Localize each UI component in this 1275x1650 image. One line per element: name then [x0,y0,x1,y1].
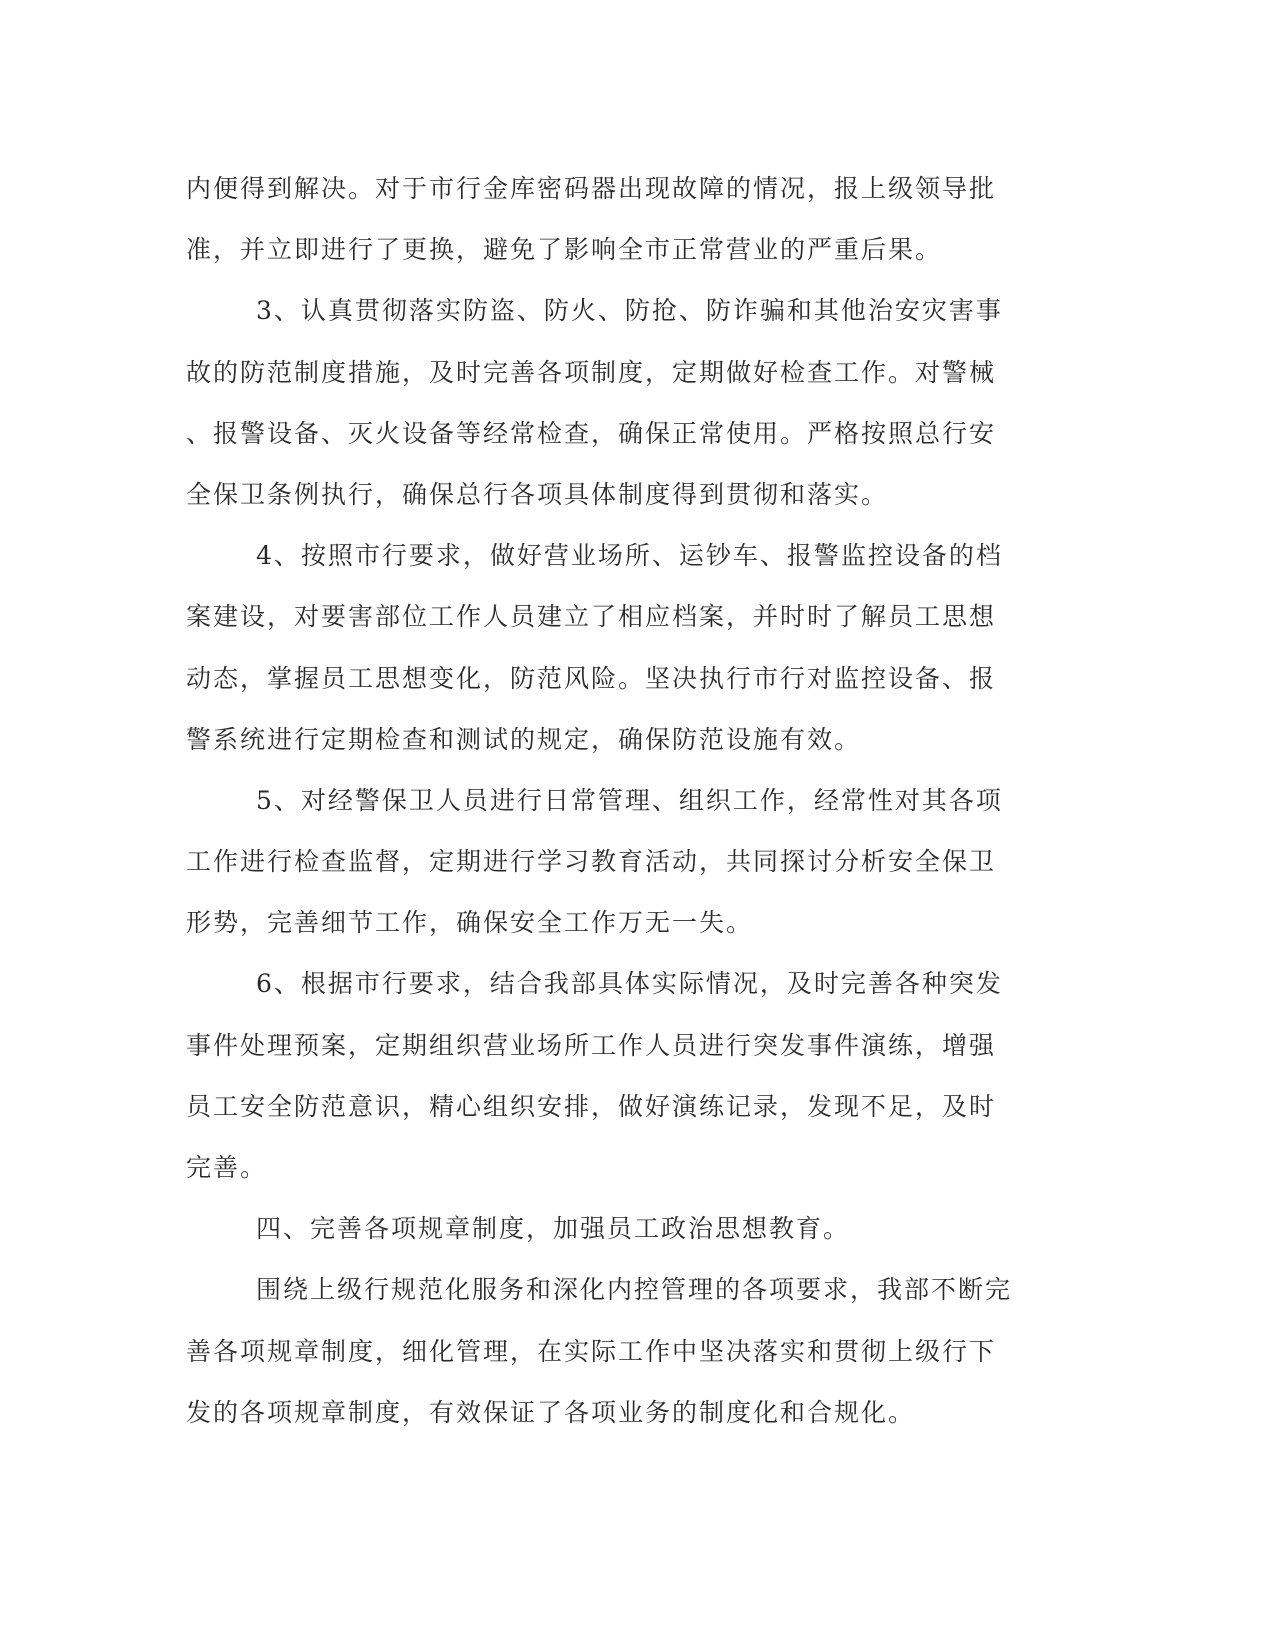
document-body [186,158,1046,1443]
text-line: 、报警设备、灭火设备等经常检查，确保正常使用。严格按照总行安 [186,418,997,448]
text-line: 形势，完善细节工作，确保安全工作万无一失。 [186,908,754,938]
text-line: 员工安全防范意识，精心组织安排，做好演练记录，发现不足，及时 [186,1091,997,1121]
text-line: 警系统进行定期检查和测试的规定，确保防范设施有效。 [186,724,862,754]
paragraph-start-line: 围绕上级行规范化服务和深化内控管理的各项要求，我部不断完 [256,1275,1013,1305]
text-line: 案建设，对要害部位工作人员建立了相应档案，并时时了解员工思想 [186,602,997,632]
text-line: 准，并立即进行了更换，避免了影响全市正常营业的严重后果。 [186,235,943,265]
section-heading: 四、完善各项规章制度，加强员工政治思想教育。 [256,1214,851,1244]
text-line: 内便得到解决。对于市行金库密码器出现故障的情况，报上级领导批 [186,174,997,203]
paragraph-start-line: 3、认真贯彻落实防盗、防火、防抢、防诈骗和其他治安灾害事 [256,296,1003,326]
text-line: 事件处理预案，定期组织营业场所工作人员进行突发事件演练，增强 [186,1030,997,1060]
text-line: 善各项规章制度，细化管理，在实际工作中坚决落实和贯彻上级行下 [186,1336,997,1366]
text-line: 工作进行检查监督，定期进行学习教育活动，共同探讨分析安全保卫 [186,847,997,877]
text-line: 发的各项规章制度，有效保证了各项业务的制度化和合规化。 [186,1397,916,1427]
paragraph-start-line: 4、按照市行要求，做好营业场所、运钞车、报警监控设备的档 [256,541,1003,571]
paragraph-start-line: 6、根据市行要求，结合我部具体实际情况，及时完善各种突发 [256,969,1003,999]
text-line: 全保卫条例执行，确保总行各项具体制度得到贯彻和落实。 [186,479,889,509]
text-line: 完善。 [186,1153,268,1182]
paragraph-start-line: 5、对经警保卫人员进行日常管理、组织工作，经常性对其各项 [256,785,1003,815]
text-line: 故的防范制度措施，及时完善各项制度，定期做好检查工作。对警械 [186,357,997,387]
text-line: 动态，掌握员工思想变化，防范风险。坚决执行市行对监控设备、报 [186,663,997,693]
